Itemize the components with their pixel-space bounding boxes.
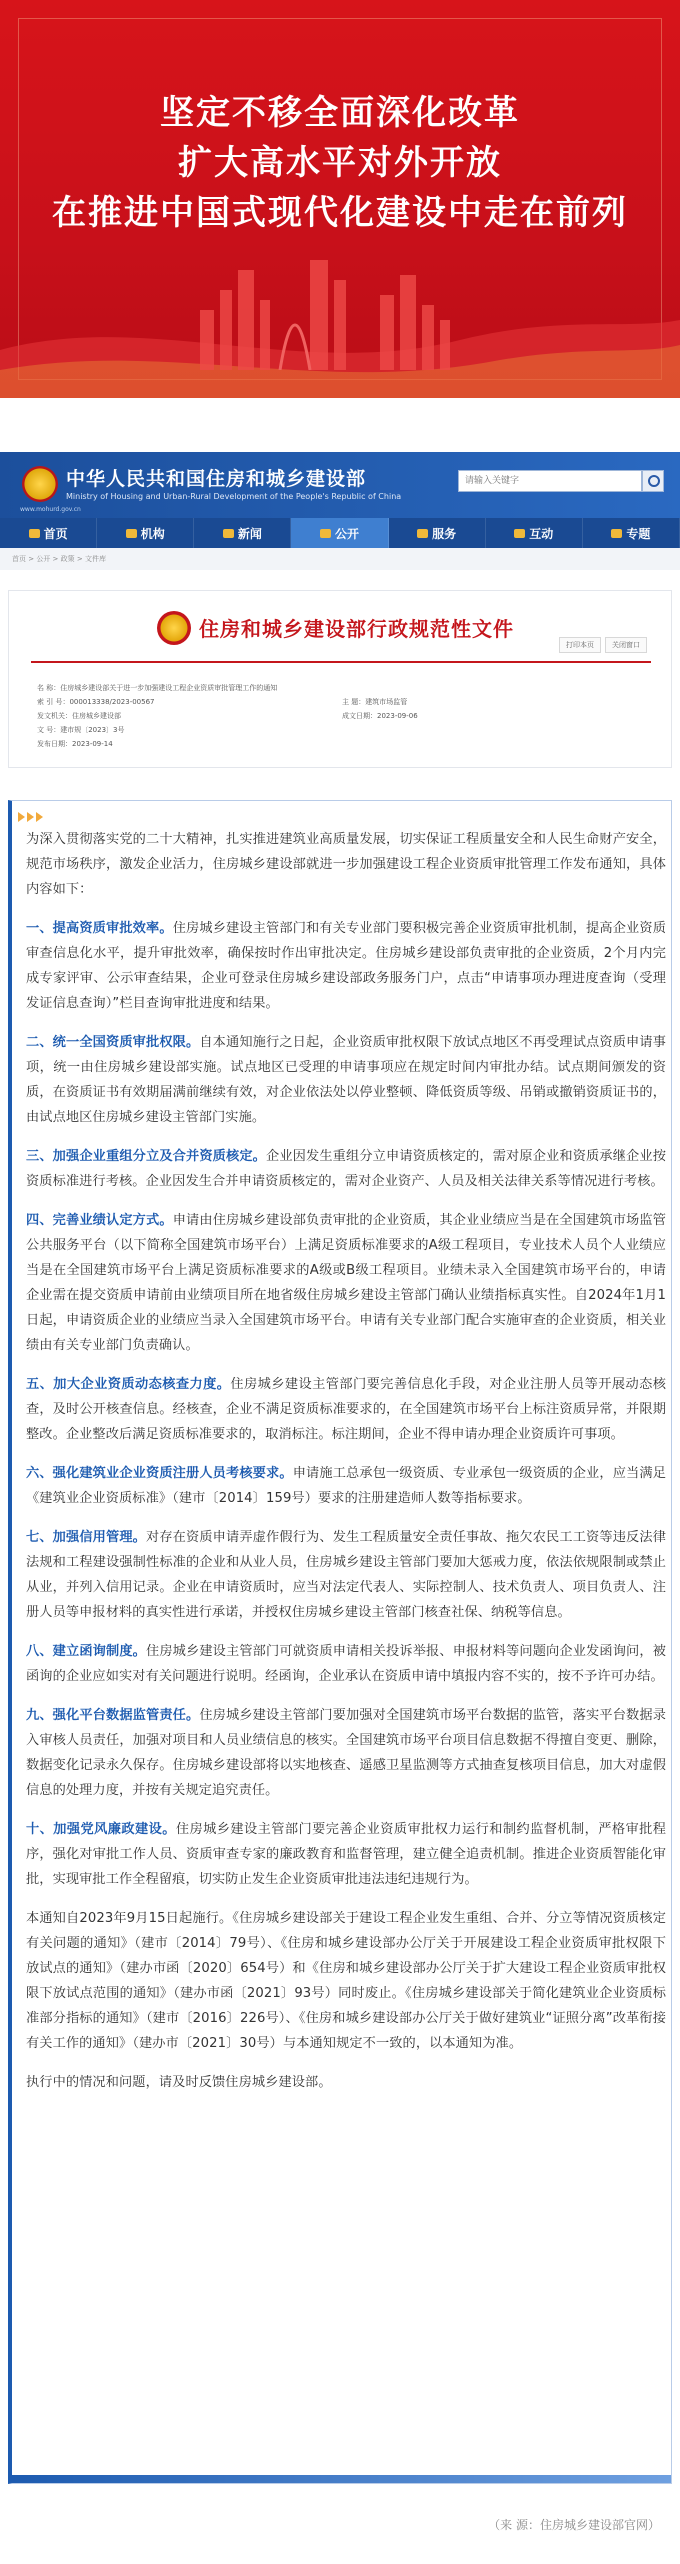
meta-row [37, 737, 647, 751]
item-text: 申请由住房城乡建设部负责审批的企业资质，其企业业绩应当是在全国建筑市场监管公共服务平台（以下简称全国建筑市场平台）上满足资质标准要求的A级工程项目，专业技术人员个人业绩应当是在全国建筑市场平台上满足资质标准要求的A级或B级工程项目。业绩未录入全国建筑市场平台的，申请企业需在提交资质申请前由业绩项目所在地省级住房城乡建设主管部门确认业绩指标真实性。自2024年1月1日起，申请资质企业的业绩应当录入全国建筑市场平台。申请有关专业部门配合实施审查的企业资质，相关业绩由有关专业部门负责确认。 [26, 1213, 666, 1353]
item-paragraph [26, 916, 666, 1016]
nav-public[interactable] [291, 518, 388, 548]
national-emblem-icon [157, 611, 191, 645]
banner-headline [0, 88, 680, 238]
item-paragraph [26, 1208, 666, 1358]
item-paragraph [26, 1030, 666, 1130]
item-paragraph [26, 1461, 666, 1511]
closing-paragraph: 本通知自2023年9月15日起施行。《住房城乡建设部关于建设工程企业发生重组、合并、分立等情况资质核定有关问题的通知》（建市〔2014〕79号）、《住房和城乡建设部办公厅关于开展建设工程企业资质审批权限下放试点的通知》（建办市函〔2020〕654号）和《住房和城乡建设部办公厅关于扩大建设工程企业资质审批权限下放试点范围的通知》（建办市函〔2021〕93号）同时废止。《住房城乡建设部关于简化建筑业企业资质标准部分指标的通知》（建市〔2016〕226号）、《住房和城乡建设部办公厅关于做好建筑业“证照分离”改革衔接有关工作的通知》（建办市〔2021〕30号）与本通知规定不一致的，以本通知为准。 [26, 1911, 666, 2051]
breadcrumb[interactable]: 首页 > 公开 > 政策 > 文件库 [0, 548, 680, 570]
document-metadata [37, 681, 647, 751]
nav-topics[interactable] [583, 518, 680, 548]
footer-paragraph: 执行中的情况和问题，请及时反馈住房城乡建设部。 [26, 2075, 332, 2090]
source-credit: （来 源：住房城乡建设部官网） [488, 2518, 660, 2532]
title-divider [31, 661, 651, 663]
banner-line-1: 坚定不移全面深化改革 [160, 93, 520, 133]
search-icon[interactable] [642, 470, 664, 492]
item-heading: 七、加强信用管理。 [26, 1530, 147, 1545]
print-button[interactable]: 打印本页 [559, 637, 601, 653]
item-text: 申请施工总承包一级资质、专业承包一级资质的企业，应当满足《建筑业企业资质标准》（建市〔2014〕159号）要求的注册建造师人数等指标要求。 [26, 1466, 666, 1506]
item-text: 住房城乡建设主管部门要加强对全国建筑市场平台数据的监管，落实平台数据录入审核人员责任，加强对项目和人员业绩信息的核实。全国建筑市场平台项目信息数据不得擅自变更、删除，数据变化记录永久保存。住房城乡建设部将以实地核查、遥感卫星监测等方式抽查复核项目信息，加大对虚假信息的处理力度，并按有关规定追究责任。 [26, 1708, 666, 1798]
site-domain: www.mohurd.gov.cn [20, 506, 81, 513]
close-window-button[interactable]: 关闭窗口 [605, 637, 647, 653]
item-text: 企业因发生重组分立申请资质核定的，需对原企业和资质承继企业按资质标准进行考核。企业因发生合并申请资质核定的，需对企业资产、人员及相关法律关系等情况进行考核。 [26, 1149, 666, 1189]
item-heading: 二、统一全国资质审批权限。 [26, 1035, 200, 1050]
document-category-title: 住房和城乡建设部行政规范性文件 [199, 617, 514, 641]
nav-interaction[interactable] [486, 518, 583, 548]
item-heading: 四、完善业绩认定方式。 [26, 1213, 173, 1228]
nav-home[interactable] [0, 518, 97, 548]
nav-service[interactable] [389, 518, 486, 548]
item-paragraph [26, 1372, 666, 1447]
item-heading: 八、建立函询制度。 [26, 1644, 147, 1659]
item-heading: 五、加大企业资质动态核查力度。 [26, 1377, 231, 1392]
article-bottom-bar [12, 2475, 671, 2483]
national-emblem-icon [22, 466, 58, 502]
item-heading: 三、加强企业重组分立及合并资质核定。 [26, 1149, 267, 1164]
item-paragraph [26, 1639, 666, 1689]
organization-icon [126, 529, 137, 538]
item-text: 对存在资质申请弄虚作假行为、发生工程质量安全责任事故、拖欠农民工工资等违反法律法规和工程建设强制性标准的企业和从业人员，住房城乡建设主管部门要加大惩戒力度，依法依规限制或禁止从业，并列入信用记录。企业在申请资质时，应当对法定代表人、实际控制人、技术负责人、项目负责人、注册人员等申报材料的真实性进行承诺，并授权住房城乡建设主管部门核查社保、纳税等信息。 [26, 1530, 666, 1620]
meta-row [37, 709, 647, 723]
article-container [8, 800, 672, 2484]
nav-label: 互动 [529, 526, 554, 541]
item-text: 住房城乡建设主管部门可就资质申请相关投诉举报、申报材料等问题向企业发函询问，被函询的企业应如实对有关问题进行说明。经函询，企业承认在资质申请中填报内容不实的，按不予许可办结。 [26, 1644, 666, 1684]
main-nav [0, 518, 680, 548]
site-title[interactable]: 中华人民共和国住房和城乡建设部 [66, 468, 367, 490]
item-heading: 六、强化建筑业企业资质注册人员考核要求。 [26, 1466, 293, 1481]
item-paragraph [26, 1144, 666, 1194]
intro-paragraph: 为深入贯彻落实党的二十大精神，扎实推进建筑业高质量发展，切实保证工程质量安全和人民生命财产安全，规范市场秩序，激发企业活力，住房城乡建设部就进一步加强建设工程企业资质审批管理工作发布通知，具体内容如下： [26, 832, 666, 897]
arrow-decoration-icon [18, 807, 58, 817]
meta-row [37, 681, 647, 695]
article-body [26, 827, 666, 2109]
nav-news[interactable] [194, 518, 291, 548]
item-text: 自本通知施行之日起，企业资质审批权限下放试点地区不再受理试点资质申请事项，统一由住房城乡建设部实施。试点地区已受理的申请事项应在规定时间内审批办结。试点期间颁发的资质，在资质证书有效期届满前继续有效，对企业依法处以停业整顿、降低资质等级、吊销或撤销资质证书的，由试点地区住房城乡建设主管部门实施。 [26, 1035, 666, 1125]
nav-label: 首页 [43, 526, 68, 541]
meta-written-date: 成文日期：2023-09-06 [342, 712, 418, 720]
nav-label: 机构 [140, 526, 165, 541]
banner-line-2: 扩大高水平对外开放 [178, 143, 502, 183]
meta-name: 名 称：住房城乡建设部关于进一步加强建设工程企业资质审批管理工作的通知 [37, 684, 278, 692]
item-heading: 一、提高资质审批效率。 [26, 921, 173, 936]
nav-label: 服务 [432, 526, 457, 541]
topics-icon [611, 529, 622, 538]
item-paragraph [26, 1525, 666, 1625]
meta-row [37, 695, 647, 709]
hero-banner [0, 0, 680, 398]
service-icon [417, 529, 428, 538]
document-actions [559, 637, 647, 653]
document-header-card [8, 590, 672, 768]
meta-subject: 主 题：建筑市场监管 [342, 698, 408, 706]
site-title-english: Ministry of Housing and Urban-Rural Development of the People's Republic of China [66, 492, 402, 501]
interaction-icon [514, 529, 525, 538]
public-icon [320, 529, 331, 538]
meta-document-number: 文 号：建市规〔2023〕3号 [37, 726, 125, 734]
item-paragraph [26, 1703, 666, 1803]
item-text: 住房城乡建设主管部门要完善企业资质审批权力运行和制约监督机制，严格审批程序，强化对审批工作人员、资质审查专家的廉政教育和监督管理，建立健全追责机制。推进企业资质智能化审批，实现审批工作全程留痕，切实防止发生企业资质审批违法违纪违规行为。 [26, 1822, 666, 1887]
meta-publish-date: 发布日期：2023-09-14 [37, 740, 113, 748]
item-heading: 十、加强党风廉政建设。 [26, 1822, 176, 1837]
meta-issuer: 发文机关：住房城乡建设部 [37, 712, 121, 720]
meta-row [37, 723, 647, 737]
city-skyline-graphic [140, 240, 540, 370]
meta-index-number: 索 引 号：000013338/2023-00567 [37, 698, 155, 706]
item-text: 住房城乡建设主管部门要完善信息化手段，对企业注册人员等开展动态核查，及时公开核查信息。经核查，企业不满足资质标准要求的，在全国建筑市场平台上标注资质异常，并限期整改。企业整改后满足资质标准要求的，取消标注。标注期间，企业不得申请办理企业资质许可事项。 [26, 1377, 667, 1442]
site-header [0, 452, 680, 518]
home-icon [29, 529, 40, 538]
item-text: 住房城乡建设主管部门和有关专业部门要积极完善企业资质审批机制，提高企业资质审查信息化水平，提升审批效率，确保按时作出审批决定。住房城乡建设部负责审批的企业资质，2个月内完成专家评审、公示审查结果，企业可登录住房城乡建设部政务服务门户，点击“申请事项办理进度查询（受理发证信息查询）”栏目查询审批进度和结果。 [26, 921, 666, 1011]
banner-line-3: 在推进中国式现代化建设中走在前列 [52, 193, 628, 233]
nav-label: 公开 [334, 526, 359, 541]
nav-organization[interactable] [97, 518, 194, 548]
search-input[interactable] [458, 470, 642, 492]
nav-label: 新闻 [237, 526, 262, 541]
item-paragraph [26, 1817, 666, 1892]
item-heading: 九、强化平台数据监管责任。 [26, 1708, 200, 1723]
nav-label: 专题 [626, 526, 651, 541]
news-icon [223, 529, 234, 538]
